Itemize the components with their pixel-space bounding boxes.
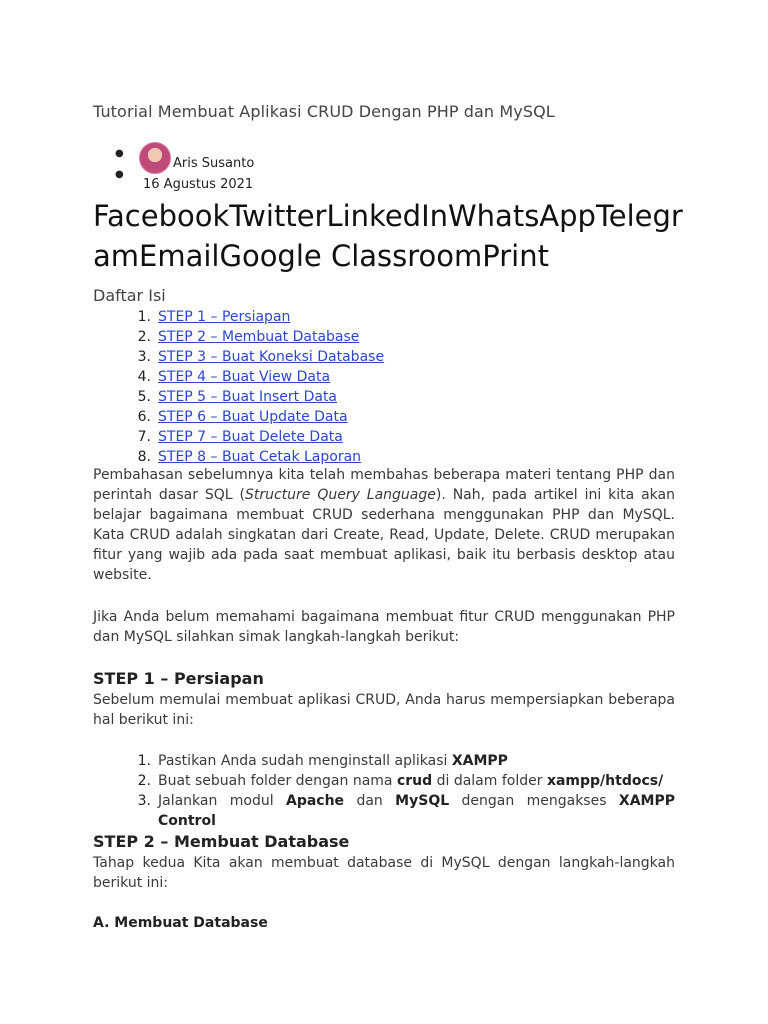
intro-text-italic: Structure Query Language [244, 487, 436, 503]
step2-sub-heading: A. Membuat Database [93, 915, 268, 931]
list-item [93, 751, 675, 771]
step2-intro: Tahap kedua Kita akan membuat database di MySQL dengan langkah-langkah berikut ini: [93, 855, 675, 891]
list-item [93, 771, 675, 791]
list-number: 1. [137, 753, 151, 769]
author-name[interactable]: Aris Susanto [173, 156, 255, 171]
toc-link-step-4[interactable]: STEP 4 – Buat View Data [158, 369, 331, 385]
toc-number: 6. [137, 409, 151, 425]
step1-intro: Sebelum memulai membuat aplikasi CRUD, Anda harus mempersiapkan beberapa hal berikut ini: [93, 692, 675, 728]
list-number: 3. [137, 793, 151, 809]
toc-title: Daftar Isi [93, 286, 166, 305]
list-item-text [158, 791, 675, 811]
intro-text-a: Pembahasan sebelumnya kita telah membahas beberapa materi tentang PHP dan perintah dasar SQL ( [93, 467, 675, 503]
toc-item [93, 307, 493, 327]
list-text: Buat sebuah folder dengan nama [158, 773, 397, 789]
list-bold-text: XAMPP [618, 793, 675, 809]
intro-text-b: ). Nah, pada artikel ini kita akan belajar bagaimana membuat CRUD sederhana menggunakan PHP dan MySQL. Kata CRUD adalah singkatan dari Create, Read, Update, Delete. CRUD merupakan fitur yang wajib ada pada saat membuat aplikasi, baik itu berbasis desktop atau website. [93, 487, 676, 583]
toc-link-step-1[interactable]: STEP 1 – Persiapan [158, 309, 291, 325]
intro-paragraph-2: Jika Anda belum memahami bagaimana membuat fitur CRUD menggunakan PHP dan MySQL silahkan simak langkah-langkah berikut: [93, 609, 675, 645]
toc-number: 3. [137, 349, 151, 365]
toc-item [93, 447, 493, 467]
toc-item [93, 327, 493, 347]
list-item-text [158, 751, 675, 771]
toc-link-step-2[interactable]: STEP 2 – Membuat Database [158, 329, 360, 345]
article-meta [93, 146, 493, 192]
step1-heading: STEP 1 – Persiapan [93, 669, 264, 688]
toc-link-step-3[interactable]: STEP 3 – Buat Koneksi Database [158, 349, 385, 365]
toc-link-step-8[interactable]: STEP 8 – Buat Cetak Laporan [158, 449, 362, 465]
list-text: dengan mengakses [449, 793, 619, 809]
toc-link-step-6[interactable]: STEP 6 – Buat Update Data [158, 409, 348, 425]
toc-number: 4. [137, 369, 151, 385]
bullet-icon: ● [115, 148, 124, 159]
list-text: Jalankan modul [158, 793, 286, 809]
list-number: 2. [137, 773, 151, 789]
list-text: dan [344, 793, 396, 809]
toc-link-step-7[interactable]: STEP 7 – Buat Delete Data [158, 429, 343, 445]
list-bold-text: MySQL [395, 793, 450, 809]
list-text: di dalam folder [432, 773, 547, 789]
toc-number: 5. [137, 389, 151, 405]
publish-date: 16 Agustus 2021 [143, 177, 254, 192]
list-bold-text: crud [396, 773, 433, 789]
date-row [93, 167, 493, 192]
list-item-text-line-2 [158, 811, 675, 831]
author-row [93, 146, 493, 171]
share-links[interactable]: FacebookTwitterLinkedInWhatsAppTelegramEmailGoogle ClassroomPrint [93, 199, 683, 273]
toc-number: 2. [137, 329, 151, 345]
toc-number: 1. [137, 309, 151, 325]
list-item [93, 791, 675, 831]
list-bold-text: XAMPP [451, 753, 508, 769]
list-text: Pastikan Anda sudah menginstall aplikasi [158, 753, 452, 769]
step1-list [93, 751, 675, 831]
step2-heading: STEP 2 – Membuat Database [93, 832, 350, 851]
toc-item [93, 347, 493, 367]
table-of-contents [93, 307, 493, 467]
toc-link-step-5[interactable]: STEP 5 – Buat Insert Data [158, 389, 338, 405]
bullet-icon: ● [115, 169, 124, 180]
toc-item [93, 387, 493, 407]
toc-item [93, 407, 493, 427]
toc-item [93, 427, 493, 447]
toc-number: 7. [137, 429, 151, 445]
article-title: Tutorial Membuat Aplikasi CRUD Dengan PHP dan MySQL [93, 102, 555, 121]
list-item-text [158, 771, 675, 791]
toc-item [93, 367, 493, 387]
list-bold-text: Control [158, 813, 216, 829]
toc-number: 8. [137, 449, 151, 465]
list-bold-text: xampp/htdocs/ [546, 773, 664, 789]
intro-paragraph [93, 465, 675, 585]
list-bold-text: Apache [285, 793, 345, 809]
